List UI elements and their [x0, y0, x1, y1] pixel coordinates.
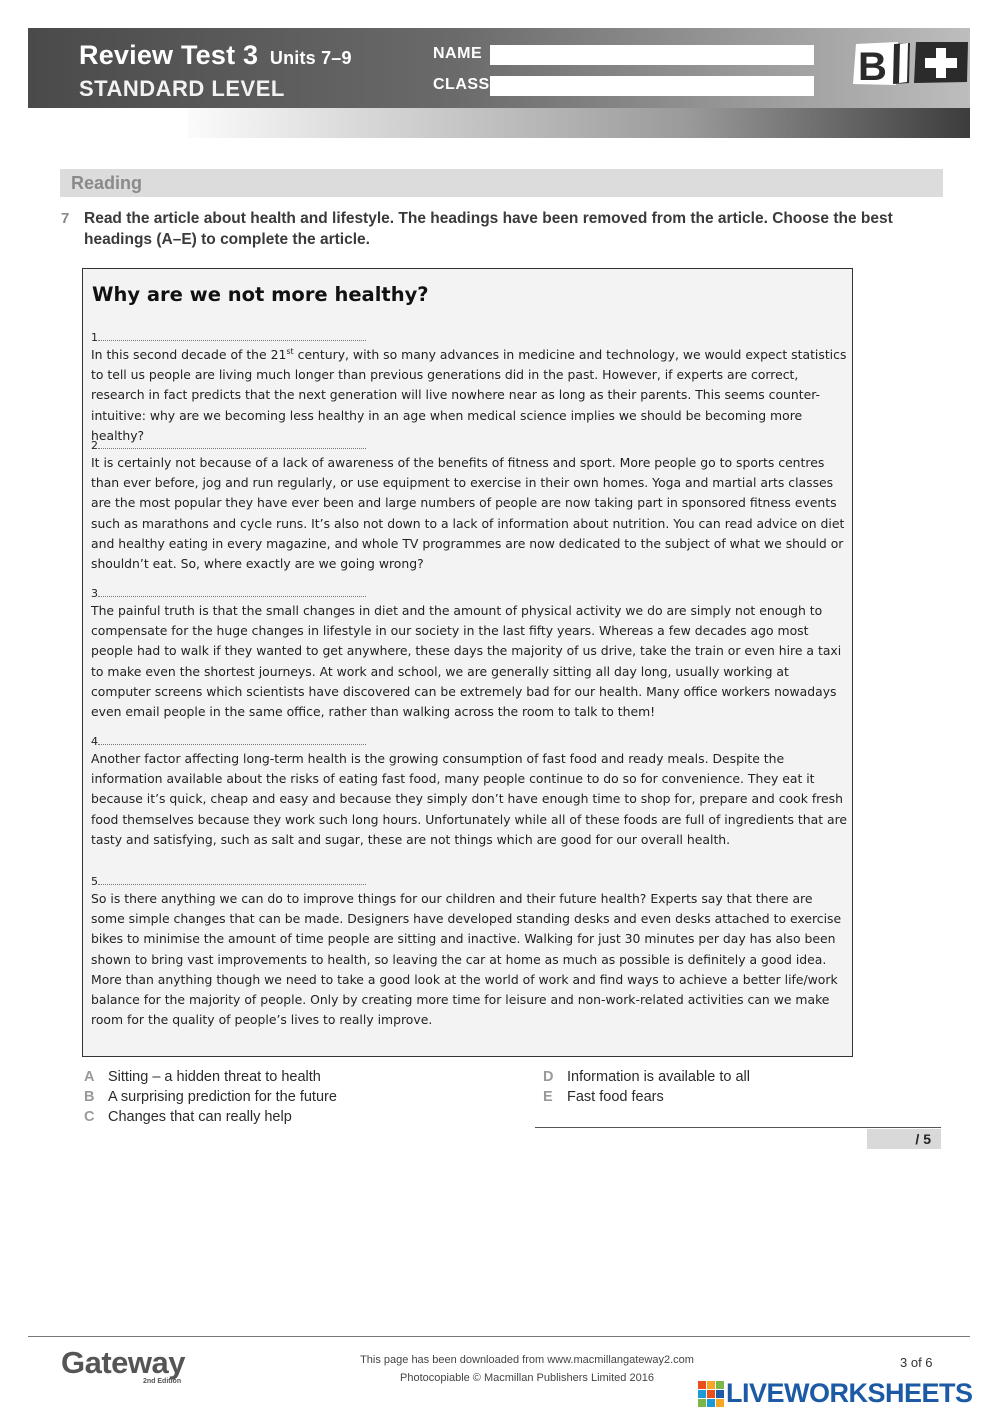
- name-label: NAME: [433, 45, 483, 62]
- article-paragraph-5: 5 So is there anything we can do to improve things for our children and their future health? Experts say that there are some simple changes that can be made. Designers have developed standing desks and even desks attached to exercise bikes to minimise the amount of time people are sitting and inactive. Walking for just 30 minutes per day has also been shown to bring vast improvements to health, so leaving the car at home as much as possible is definitely a good idea. More than anything though we need to take a good look at the world of work and find ways to achieve a better life/work balance for the majority of people. Only by creating more time for leisure and non-work-related activities can we make room for the quality of people’s lives to really improve.: [91, 875, 849, 1030]
- download-note: This page has been downloaded from www.macmillangateway2.com: [360, 1354, 694, 1366]
- heading-gap-1[interactable]: 1: [91, 331, 849, 345]
- copyright-note: Photocopiable © Macmillan Publishers Limited 2016: [400, 1372, 654, 1384]
- page-header: [28, 28, 970, 138]
- page-number: 3 of 6: [900, 1355, 933, 1370]
- score-box: / 5: [867, 1129, 941, 1149]
- option-c: C Changes that can really help: [84, 1109, 292, 1125]
- section-bar: [60, 169, 943, 197]
- liveworksheets-icon: [698, 1381, 724, 1407]
- article-paragraph-3: 3 The painful truth is that the small changes in diet and the amount of physical activity we do are simply not enough to compensate for the huge changes in lifestyle in our society in the last fifty years. Whereas a few decades ago most people had to walk if they wanted to get anywhere, these days the majority of us drive, take the train or even hire a taxi to make even the shortest journeys. At work and school, we are generally sitting all day long, usually working at computer screens which scientists have discovered can be extremely bad for our health. Many office workers nowadays even email people in the same office, rather than walking across the room to talk to them!: [91, 587, 849, 722]
- gateway-logo: Gateway: [61, 1345, 186, 1380]
- svg-text:B: B: [858, 45, 887, 88]
- heading-gap-2[interactable]: 2: [91, 439, 849, 453]
- test-title: Review Test 3 Units 7–9: [79, 40, 352, 70]
- test-level: STANDARD LEVEL: [79, 76, 285, 101]
- article-paragraph-1: 1 In this second decade of the 21st century, with so many advances in medicine and technology, we would expect statistics to tell us people are living much longer than previous generations did in the past. However, if experts are correct, research in fact predicts that the next generation will live nowhere near as long as their parents. This seems counter-intuitive: why are we becoming less healthy in an age when medical science implies we should be becoming more healthy?: [91, 331, 849, 446]
- article-paragraph-4: 4 Another factor affecting long-term health is the growing consumption of fast food and ready meals. Despite the information available about the risks of eating fast food, many people continue to do so for convenience. They eat it because it’s quick, cheap and easy and because they simply don’t have enough time to shop for, prepare and cook fresh food themselves because they work such long hours. Unfortunately while all of these foods are full of ingredients that are tasty and satisfying, such as salt and sugar, these are not things which are good for our overall health.: [91, 735, 848, 847]
- option-a: A Sitting – a hidden threat to health: [84, 1069, 321, 1085]
- option-d: D Information is available to all: [543, 1069, 750, 1085]
- heading-gap-4[interactable]: 4: [91, 735, 849, 749]
- article-title: Why are we not more healthy?: [92, 283, 429, 306]
- question-instructions: Read the article about health and lifestyle. The headings have been removed from the article. Choose the best headings (A–E) to complete the article.: [84, 210, 893, 248]
- option-b: B A surprising prediction for the future: [84, 1089, 337, 1105]
- class-label: CLASS: [433, 76, 490, 93]
- liveworksheets-text: LIVEWORKSHEETS: [726, 1378, 973, 1408]
- heading-gap-3[interactable]: 3: [91, 587, 849, 601]
- test-units: Units 7–9: [269, 48, 352, 68]
- heading-gap-5[interactable]: 5: [91, 875, 849, 889]
- score-line: [535, 1127, 941, 1128]
- article-box: [82, 268, 853, 1057]
- liveworksheets-logo[interactable]: [698, 1379, 994, 1409]
- section-title: Reading: [71, 173, 143, 193]
- option-e: E Fast food fears: [543, 1089, 664, 1105]
- footer-divider: [28, 1336, 970, 1337]
- question-number: 7: [61, 210, 70, 227]
- level-badge-icon: [850, 38, 970, 88]
- class-field[interactable]: [490, 76, 814, 96]
- name-field[interactable]: [490, 45, 814, 65]
- edition-label: 2nd Edition: [143, 1378, 182, 1385]
- article-paragraph-2: 2 It is certainly not because of a lack of awareness of the benefits of fitness and sport. More people go to sports centres than ever before, jog and run regularly, or use equipment to exercise in their own homes. Yoga and martial arts classes are the most popular they have ever been and large numbers of people are now taking part in sponsored fitness events such as marathons and cycle runs. It’s also not down to a lack of information about nutrition. You can read advice on diet and healthy eating in every magazine, and whole TV programmes are now dedicated to the subject of what we should or shouldn’t eat. So, where exactly are we going wrong?: [91, 439, 849, 574]
